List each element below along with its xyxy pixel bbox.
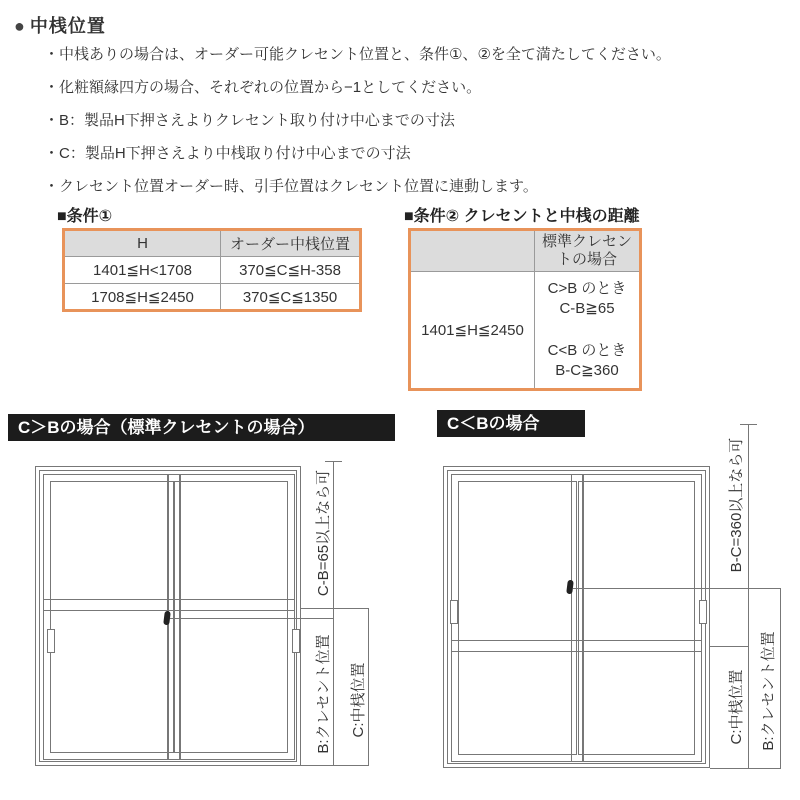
- dimension-tick-bottom: [301, 765, 369, 766]
- condition1-heading: ■条件①: [57, 208, 113, 225]
- note-item: ・ C：製品H下押さえより中桟取り付け中心までの寸法: [44, 137, 671, 170]
- dimension-line-c: [368, 608, 369, 766]
- dimension-tick-crescent: [170, 618, 333, 619]
- meeting-stile: [571, 474, 583, 762]
- condition2-header-empty: [410, 230, 535, 272]
- table-row: [410, 272, 641, 390]
- left-sash-glass-line: [458, 481, 577, 755]
- table-cell-h-range: 1401≦H≦2450: [410, 272, 535, 390]
- right-sash-glass-line: [174, 481, 288, 753]
- page-title: [14, 12, 106, 38]
- condition2-table: [408, 228, 642, 391]
- right-sash-glass-line: [578, 481, 695, 755]
- note-item: ・ 化粧額縁四方の場合、それぞれの位置から−1としてください。: [44, 71, 671, 104]
- rule-case1-when: C>B のとき: [547, 280, 627, 297]
- table-cell: 1708≦H≦2450: [64, 284, 221, 311]
- table-row: [64, 257, 361, 284]
- dimension-label-b: B:クレセント位置: [760, 631, 777, 751]
- diagram-right-title: C＜Bの場合: [437, 410, 585, 437]
- condition1-header-h: H: [64, 230, 221, 257]
- condition2-heading: ■条件② クレセントと中桟の距離: [404, 208, 640, 225]
- diagram-left-title: C＞Bの場合（標準クレセントの場合）: [8, 414, 395, 441]
- table-cell: 370≦C≦H-358: [221, 257, 361, 284]
- note-item: ・ 中桟ありの場合は、オーダー可能クレセント位置と、条件①、②を全て満たしてください。: [44, 38, 671, 71]
- condition2-header-crescent: 標準クレセントの場合: [535, 230, 641, 272]
- dimension-tick-midrail: [301, 608, 368, 609]
- condition1-table: [62, 228, 362, 312]
- table-cell: 1401≦H<1708: [64, 257, 221, 284]
- dimension-label-gap: B-C=360以上なら可: [728, 437, 745, 573]
- rule-case2-rule: B-C≧360: [555, 362, 619, 379]
- rule-case1-rule: C-B≧65: [559, 300, 615, 317]
- note-item: ・ B：製品H下押さえよりクレセント取り付け中心までの寸法: [44, 104, 671, 137]
- rule-case2-when: C<B のとき: [547, 342, 627, 359]
- table-row: [64, 284, 361, 311]
- table-cell: 370≦C≦1350: [221, 284, 361, 311]
- page-title-text: 中桟位置: [29, 16, 106, 36]
- dimension-label-b: B:クレセント位置: [315, 634, 332, 754]
- pull-handle: [699, 600, 707, 624]
- left-sash-glass-line: [50, 481, 174, 753]
- spacer: [535, 319, 639, 341]
- pull-handle: [47, 629, 55, 653]
- pull-handle: [450, 600, 458, 624]
- dimension-line-b: [780, 588, 781, 768]
- dimension-tick-bottom: [710, 768, 781, 769]
- dimension-label-c: C:中桟位置: [350, 662, 367, 738]
- dimension-line-b: [333, 461, 334, 765]
- rule-case2: [535, 341, 639, 381]
- dimension-label-c: C:中桟位置: [728, 669, 745, 745]
- bullet-circle-icon: ●: [14, 16, 25, 36]
- rule-case1: [535, 279, 639, 319]
- dimension-label-gap: C-B=65以上なら可: [315, 469, 332, 597]
- table-cell-rules: [535, 272, 641, 390]
- notes-list: [44, 38, 671, 203]
- dimension-tick-midrail: [710, 646, 748, 647]
- note-item: ・ クレセント位置オーダー時、引手位置はクレセント位置に連動します。: [44, 170, 671, 203]
- dimension-line-c: [748, 424, 749, 768]
- condition1-header-order: オーダー中桟位置: [221, 230, 361, 257]
- pull-handle: [292, 629, 300, 653]
